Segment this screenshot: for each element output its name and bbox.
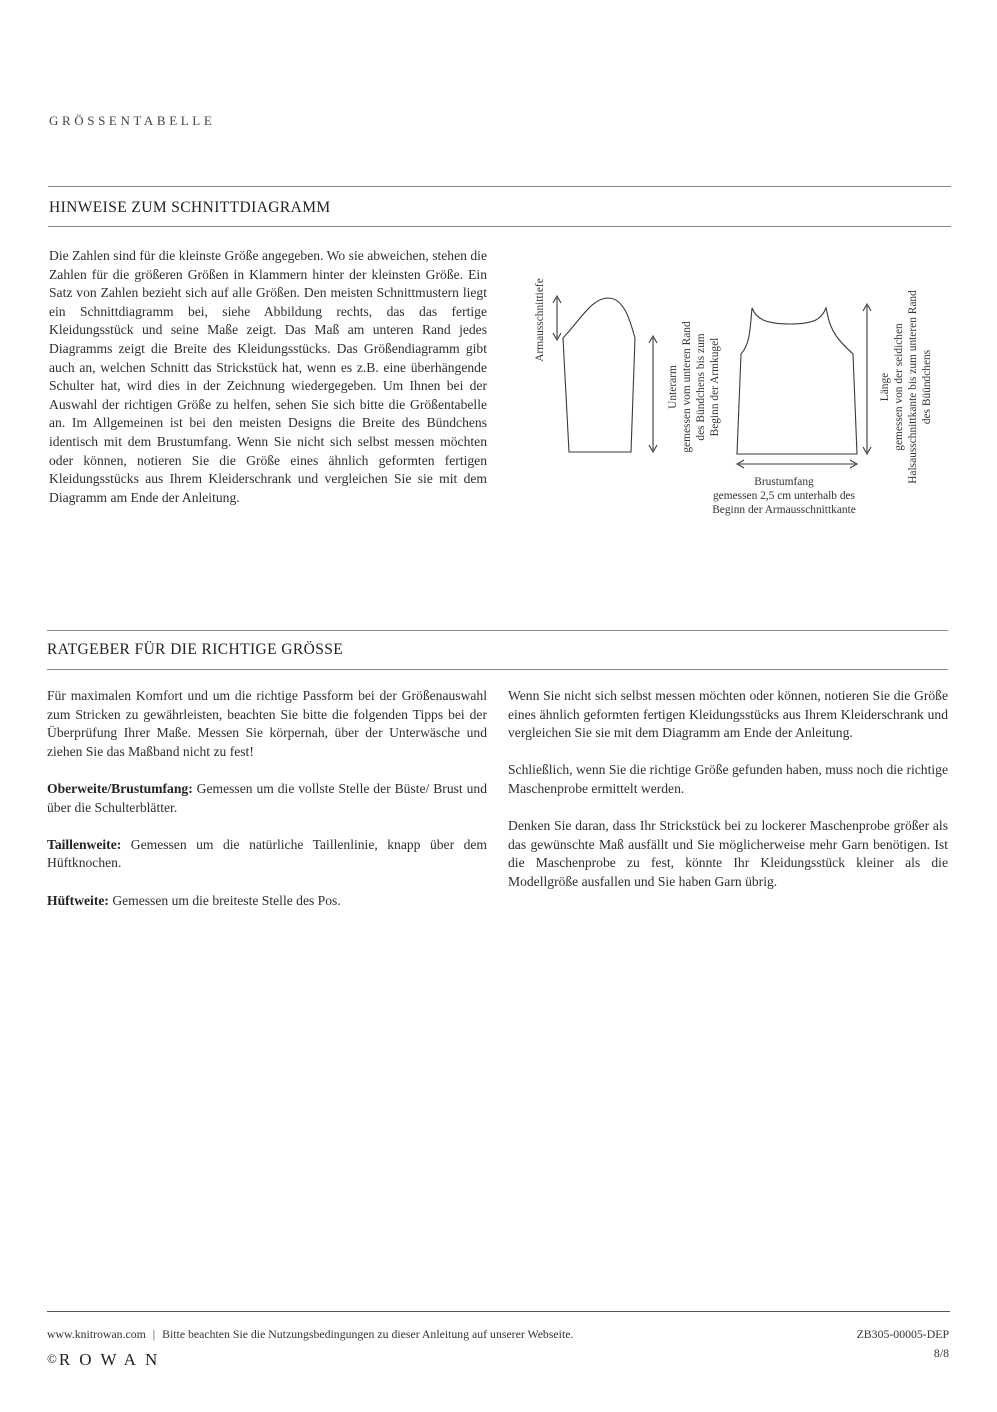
sizing-intro: Für maximalen Komfort und um die richtige Passform bei der Größenauswahl zum Stricken zu gewährleisten, beachten Sie bitte die folgenden Tipps bei der Überprüfung Ihrer Maße. Messen Sie körpernah, über der Unterwäsche und ziehen Sie das Maßband nicht zu fest! <box>47 688 487 759</box>
terms-notice: Bitte beachten Sie die Nutzungsbedingungen zu dieser Anleitung auf unserer Webseite. <box>162 1327 574 1341</box>
footer-separator: | <box>152 1327 156 1341</box>
chest-label: Brustumfang gemessen 2,5 cm unterhalb des Beginn der Armausschnittkante <box>712 476 856 516</box>
section2-heading: RATGEBER FÜR DIE RICHTIGE GRÖSSE <box>47 641 344 658</box>
section1-paragraph <box>49 247 487 526</box>
page-kicker: GRÖSSENTABELLE <box>49 113 216 128</box>
section2-top-rule <box>47 630 948 631</box>
hip-measure: Hüftweite: Gemessen um die breiteste Stelle des Pos. <box>47 892 341 908</box>
website-link[interactable]: www.knitrowan.com <box>47 1327 146 1341</box>
section1-heading: HINWEISE ZUM SCHNITTDIAGRAMM <box>49 199 331 216</box>
body-outline <box>737 308 857 454</box>
section1-paragraph-text: Die Zahlen sind für die kleinste Größe angegeben. Wo sie abweichen, stehen die Zahlen für die größeren Größen in Klammern hinter der kleinsten Größe. Ein Satz von Zahlen bezieht sich auf alle Größen. Den meisten Schnittmustern liegt ein Schnittdiagramm bei, siehe Abbildung rechts, das das fertige Kleidungsstück und seine Maße zeigt. Das Maß am unteren Rand jedes Diagramms zeigt die Breite des Kleidungsstücks. Das Größendiagramm gibt auch an, welchen Schnitt das Strickstück hat, wenn es z.B. eine überhängende Schulter hat, wird dies in der Zeichnung wiedergegeben. Um Ihnen bei der Auswahl der richtigen Größe zu helfen, sehen Sie sich bitte die Größentabelle an. Im Allgemeinen ist bei den meisten Designs die Breite des Bündchens identisch mit dem Brustumfang. Wenn Sie nicht sich selbst messen möchten oder können, notieren Sie die Größe eines ähnlich geformten fertigen Kleidungsstücks aus Ihrem Kleiderschrank und vergleichen Sie sie mit dem Diagramm am Ende der Anleitung. <box>49 248 487 505</box>
footer-line <box>47 1327 573 1342</box>
section2-left-column <box>47 687 487 929</box>
logo-wordmark: ROWAN <box>58 1350 167 1369</box>
section1-top-rule <box>48 186 951 187</box>
bust-measure: Oberweite/Brustumfang: Gemessen um die vollste Stelle der Büste/ Brust und über die Schulterblätter. <box>47 780 487 815</box>
right-paragraph-3: Denken Sie daran, dass Ihr Strickstück bei zu lockerer Maschenprobe größer als das gewünschte Maß ausfällt und Sie möglicherweise mehr Garn benötigen. Ist die Maschenprobe zu fest, könnte Ihr Kleidungsstück kleiner als die Modellgröße ausfallen und Sie haben Garn übrig. <box>508 818 948 889</box>
waist-measure: Taillenweite: Gemessen um die natürliche Taillenlinie, knapp über dem Hüftknochen. <box>47 836 488 871</box>
right-paragraph-2: Schließlich, wenn Sie die richtige Größe gefunden haben, muss noch die richtige Maschenprobe ermittelt werden. <box>508 762 948 796</box>
sleeve-outline <box>563 298 635 452</box>
rowan-logo <box>47 1350 166 1370</box>
section2-right-column <box>508 687 948 910</box>
right-paragraph-1: Wenn Sie nicht sich selbst messen möchten oder können, notieren Sie die Größe eines ähnlich geformten fertigen Kleidungsstücks aus Ihrem Kleiderschrank und vergleichen Sie sie mit dem Diagramm am Ende der Anleitung. <box>508 688 948 741</box>
section1-bottom-rule <box>48 226 951 227</box>
footer-rule <box>47 1311 950 1312</box>
pattern-code: ZB305-00005-DEP <box>856 1327 949 1341</box>
page-number: 8/8 <box>933 1346 949 1360</box>
section2-bottom-rule <box>47 669 948 670</box>
copyright-icon: © <box>47 1351 57 1366</box>
